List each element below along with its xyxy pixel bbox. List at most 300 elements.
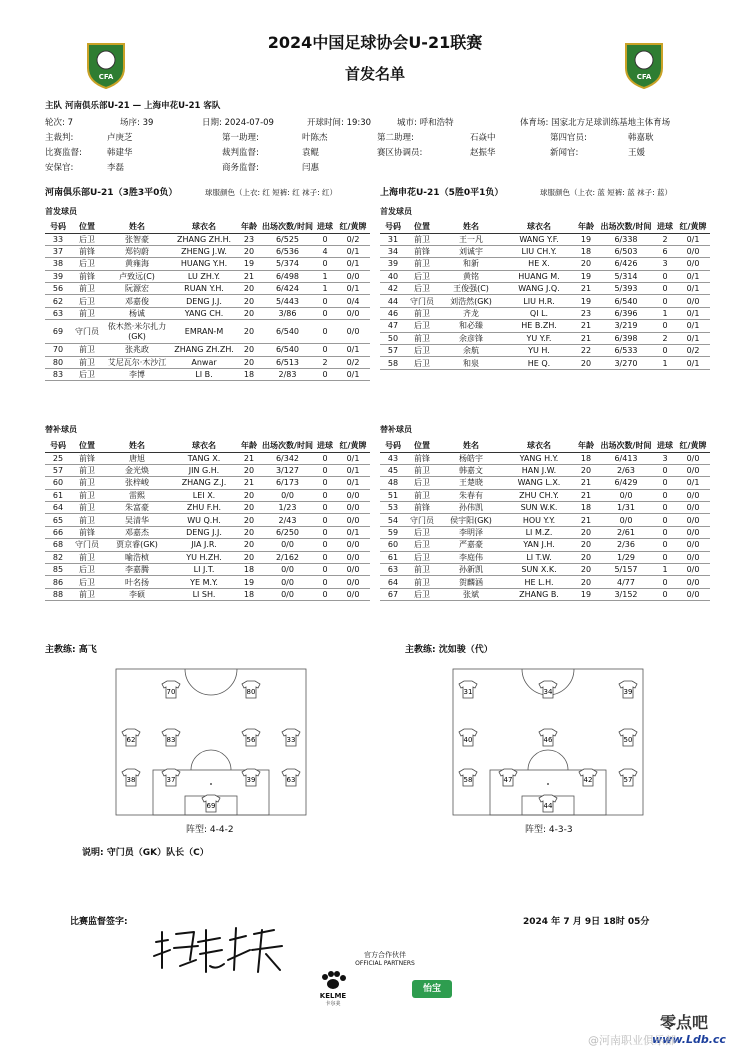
- away-formation-pitch: [452, 668, 644, 816]
- cell-shirt-name: ZHANG ZH.H.: [171, 233, 237, 245]
- officials-row-3: [45, 161, 710, 173]
- date-label: 日期: 2024-07-09: [202, 118, 274, 128]
- cell-age: 20: [574, 564, 598, 576]
- cell-cards: 0/1: [676, 283, 710, 295]
- cell-name: 张梓峻: [103, 477, 171, 489]
- cell-appearances: 6/513: [261, 356, 314, 368]
- security-label: 安保官:: [45, 163, 74, 173]
- kelme-logo: [310, 992, 356, 1007]
- cell-number: 37: [45, 245, 71, 257]
- cell-number: 46: [380, 307, 406, 319]
- cell-cards: 0/0: [676, 539, 710, 551]
- cell-age: 21: [237, 477, 261, 489]
- cell-goals: 0: [654, 551, 676, 563]
- table-row: [45, 233, 370, 245]
- cell-goals: 0: [654, 283, 676, 295]
- cell-name: 贾京睿(GK): [103, 539, 171, 551]
- cell-shirt-name: HUANG M.: [504, 270, 574, 282]
- cell-goals: 0: [314, 464, 336, 476]
- player-number: 80: [246, 688, 256, 696]
- cell-number: 50: [380, 332, 406, 344]
- cell-shirt-name: LI SH.: [171, 588, 237, 600]
- player-shirt-icon: [122, 769, 140, 786]
- home-away-label: 主队 河南俱乐部U-21 — 上海申花U-21 客队: [45, 101, 221, 111]
- cell-goals: 0: [314, 477, 336, 489]
- cell-number: 54: [380, 514, 406, 526]
- cell-name: 朱春有: [438, 489, 504, 501]
- press-officer-label: 新闻官:: [550, 148, 579, 158]
- cell-number: 70: [45, 344, 71, 356]
- cell-cards: 0/0: [676, 564, 710, 576]
- cell-name: 张兆政: [103, 344, 171, 356]
- table-row: [45, 502, 370, 514]
- fourth-official-name: 韩嘉耿: [628, 133, 654, 143]
- cell-number: 63: [45, 307, 71, 319]
- supervisor-label: 比赛监督:: [45, 148, 82, 158]
- cell-cards: 0/0: [676, 514, 710, 526]
- cell-shirt-name: Anwar: [171, 356, 237, 368]
- table-row: [45, 295, 370, 307]
- cell-position: 后卫: [71, 258, 103, 270]
- cell-age: 18: [574, 245, 598, 257]
- cell-goals: 0: [654, 588, 676, 600]
- home-starters-table: [45, 221, 370, 381]
- cell-position: 守门员: [71, 320, 103, 344]
- cell-appearances: 3/219: [598, 320, 654, 332]
- cell-cards: 0/1: [676, 307, 710, 319]
- cell-shirt-name: ZHENG J.W.: [171, 245, 237, 257]
- col-header-appearances: 出场次数/时间: [598, 440, 654, 452]
- cell-position: 后卫: [71, 233, 103, 245]
- table-row: [45, 258, 370, 270]
- cell-name: 和新: [438, 258, 504, 270]
- cell-cards: 0/2: [676, 345, 710, 357]
- cell-shirt-name: HE B.ZH.: [504, 320, 574, 332]
- cell-appearances: 0/0: [261, 564, 314, 576]
- player-number: 69: [206, 802, 216, 810]
- player-shirt-icon: [282, 769, 300, 786]
- cell-shirt-name: DENG J.J.: [171, 295, 237, 307]
- home-team-name: 河南俱乐部U-21（3胜3平0负）: [45, 188, 178, 198]
- cell-age: 20: [237, 356, 261, 368]
- cell-name: 李博: [103, 369, 171, 381]
- supervisor-signature-image: [150, 920, 290, 982]
- cell-number: 58: [380, 357, 406, 369]
- cell-goals: 0: [314, 551, 336, 563]
- cell-appearances: 6/342: [261, 452, 314, 464]
- cell-appearances: 6/540: [598, 295, 654, 307]
- player-number: 37: [166, 776, 176, 784]
- table-row: [45, 356, 370, 368]
- cell-shirt-name: LEI X.: [171, 489, 237, 501]
- officials-row-1: [45, 131, 710, 143]
- cell-age: 22: [574, 345, 598, 357]
- table-row: [380, 258, 710, 270]
- cell-cards: 0/1: [676, 270, 710, 282]
- cell-age: 20: [237, 489, 261, 501]
- cell-goals: 0: [314, 307, 336, 319]
- cell-name: 李庭伟: [438, 551, 504, 563]
- cell-appearances: 6/498: [261, 270, 314, 282]
- table-row: [45, 526, 370, 538]
- cell-number: 44: [380, 295, 406, 307]
- cell-cards: 0/0: [336, 307, 370, 319]
- cell-number: 64: [380, 576, 406, 588]
- cell-goals: 3: [654, 452, 676, 464]
- cell-appearances: 1/29: [598, 551, 654, 563]
- cell-age: 20: [574, 357, 598, 369]
- cell-cards: 0/1: [676, 477, 710, 489]
- col-header-shirt-name: 球衣名: [171, 221, 237, 233]
- table-row: [380, 502, 710, 514]
- cell-number: 38: [45, 258, 71, 270]
- cell-appearances: 5/314: [598, 270, 654, 282]
- player-shirt-icon: [539, 681, 557, 698]
- ar1-label: 第一助理:: [222, 133, 259, 143]
- table-row: [45, 539, 370, 551]
- cell-cards: 0/1: [336, 245, 370, 257]
- ar2-label: 第二助理:: [377, 133, 414, 143]
- cell-appearances: 2/162: [261, 551, 314, 563]
- cell-goals: 0: [314, 564, 336, 576]
- cell-cards: 0/0: [336, 588, 370, 600]
- cell-number: 88: [45, 588, 71, 600]
- cell-appearances: 5/374: [261, 258, 314, 270]
- cell-name: 侯宇阳(GK): [438, 514, 504, 526]
- watermark-url: www.Ldb.cc: [652, 1033, 726, 1046]
- cell-appearances: 6/503: [598, 245, 654, 257]
- cell-cards: 0/1: [336, 369, 370, 381]
- cell-position: 前卫: [71, 514, 103, 526]
- cell-shirt-name: LI M.Z.: [504, 526, 574, 538]
- col-header-goals: 进球: [314, 440, 336, 452]
- cell-appearances: 6/398: [598, 332, 654, 344]
- cell-age: 21: [237, 452, 261, 464]
- cell-cards: 0/0: [336, 270, 370, 282]
- cell-name: 卢致远(C): [103, 270, 171, 282]
- cell-appearances: 5/443: [261, 295, 314, 307]
- cell-position: 前卫: [71, 588, 103, 600]
- cfa-logo-icon: [622, 38, 666, 90]
- table-row: [45, 464, 370, 476]
- cell-goals: 0: [314, 452, 336, 464]
- cell-position: 前卫: [406, 332, 438, 344]
- cell-shirt-name: WANG J.Q.: [504, 283, 574, 295]
- cell-name: 贺麟涵: [438, 576, 504, 588]
- cell-position: 前卫: [71, 307, 103, 319]
- cell-number: 66: [45, 526, 71, 538]
- cell-number: 53: [380, 502, 406, 514]
- table-row: [45, 270, 370, 282]
- kickoff-label: 开球时间: 19:30: [307, 118, 372, 128]
- cell-name: 阮源宏: [103, 283, 171, 295]
- table-row: [380, 270, 710, 282]
- col-header-shirt-name: 球衣名: [504, 221, 574, 233]
- cell-position: 前卫: [71, 502, 103, 514]
- cell-cards: 0/2: [336, 356, 370, 368]
- cell-age: 19: [574, 588, 598, 600]
- cell-shirt-name: HAN J.W.: [504, 464, 574, 476]
- venue-label: 体育场: 国家北方足球训练基地主体育场: [520, 118, 671, 128]
- cell-name: 李明泽: [438, 526, 504, 538]
- player-number: 57: [623, 776, 633, 784]
- cell-position: 前锋: [71, 245, 103, 257]
- cell-age: 21: [574, 332, 598, 344]
- cell-cards: 0/2: [336, 233, 370, 245]
- cell-shirt-name: LI J.T.: [171, 564, 237, 576]
- col-header-age: 年龄: [574, 221, 598, 233]
- table-row: [380, 295, 710, 307]
- table-row: [380, 452, 710, 464]
- fourth-official-label: 第四官员:: [550, 133, 587, 143]
- cell-shirt-name: ZHANG ZH.ZH.: [171, 344, 237, 356]
- cell-goals: 0: [654, 489, 676, 501]
- cell-goals: 0: [314, 526, 336, 538]
- cell-name: 雷熙: [103, 489, 171, 501]
- cell-position: 后卫: [406, 270, 438, 282]
- partners-subtitle: OFFICIAL PARTNERS: [355, 960, 415, 967]
- cell-appearances: 6/540: [261, 320, 314, 344]
- cell-number: 61: [45, 489, 71, 501]
- cell-position: 前锋: [71, 270, 103, 282]
- player-number: 56: [246, 736, 256, 744]
- cell-position: 后卫: [406, 526, 438, 538]
- cell-age: 20: [574, 464, 598, 476]
- cell-number: 57: [380, 345, 406, 357]
- cell-name: 邓嘉杰: [103, 526, 171, 538]
- player-number: 63: [286, 776, 296, 784]
- cell-number: 61: [380, 551, 406, 563]
- table-header-row: [45, 440, 370, 452]
- table-row: [380, 526, 710, 538]
- cell-shirt-name: YANG CH.: [171, 307, 237, 319]
- cell-appearances: 3/86: [261, 307, 314, 319]
- table-row: [45, 514, 370, 526]
- partners-heading: [355, 950, 415, 967]
- cell-position: 后卫: [406, 477, 438, 489]
- cell-goals: 0: [314, 258, 336, 270]
- kelme-subtext: 卡尔美: [325, 1001, 341, 1007]
- cell-age: 21: [574, 489, 598, 501]
- col-header-name: 姓名: [438, 440, 504, 452]
- cell-cards: 0/0: [676, 502, 710, 514]
- cell-name: 孙新凯: [438, 564, 504, 576]
- cell-appearances: 6/536: [261, 245, 314, 257]
- cell-number: 69: [45, 320, 71, 344]
- cell-age: 20: [574, 551, 598, 563]
- cell-shirt-name: DENG J.J.: [171, 526, 237, 538]
- cell-shirt-name: ZHU F.H.: [171, 502, 237, 514]
- cell-goals: 2: [654, 332, 676, 344]
- table-row: [45, 564, 370, 576]
- press-officer-name: 王媛: [628, 148, 646, 158]
- cell-goals: 0: [314, 539, 336, 551]
- home-formation-label: 阵型: 4-4-2: [186, 825, 234, 835]
- table-row: [380, 357, 710, 369]
- cell-goals: 2: [654, 233, 676, 245]
- cell-name: 和必臻: [438, 320, 504, 332]
- cell-age: 20: [237, 539, 261, 551]
- player-shirt-icon: [539, 729, 557, 746]
- cell-shirt-name: HE X.: [504, 258, 574, 270]
- cell-name: 李嘉腾: [103, 564, 171, 576]
- match-teams-row: [45, 99, 710, 111]
- cell-appearances: 6/525: [261, 233, 314, 245]
- away-starters-label: 首发球员: [380, 207, 412, 216]
- cell-position: 前卫: [71, 283, 103, 295]
- cell-goals: 0: [654, 295, 676, 307]
- supervisor-name: 韩建华: [107, 148, 133, 158]
- cell-shirt-name: HE L.H.: [504, 576, 574, 588]
- player-shirt-icon: [202, 795, 220, 812]
- player-shirt-icon: [539, 795, 557, 812]
- cell-name: 李硕: [103, 588, 171, 600]
- col-header-goals: 进球: [654, 440, 676, 452]
- cell-position: 后卫: [406, 539, 438, 551]
- cell-number: 59: [380, 526, 406, 538]
- cell-age: 20: [237, 344, 261, 356]
- cell-goals: 0: [654, 539, 676, 551]
- cell-number: 25: [45, 452, 71, 464]
- cell-shirt-name: LI T.W.: [504, 551, 574, 563]
- cell-cards: 0/0: [676, 245, 710, 257]
- away-subs-table: [380, 440, 710, 601]
- home-formation-pitch: [115, 668, 307, 816]
- cell-number: 34: [380, 245, 406, 257]
- player-number: 44: [543, 802, 553, 810]
- cell-name: 依木然·米尔扎力(GK): [103, 320, 171, 344]
- cell-goals: 1: [314, 283, 336, 295]
- player-shirt-icon: [499, 769, 517, 786]
- cell-position: 前卫: [406, 233, 438, 245]
- ref-supervisor-name: 袁鲲: [302, 148, 320, 158]
- cell-shirt-name: HUANG Y.H.: [171, 258, 237, 270]
- table-row: [45, 477, 370, 489]
- cell-age: 18: [574, 502, 598, 514]
- cell-shirt-name: SUN W.K.: [504, 502, 574, 514]
- cell-goals: 0: [654, 526, 676, 538]
- cell-goals: 1: [314, 270, 336, 282]
- referee-label: 主裁判:: [45, 133, 74, 143]
- cell-appearances: 2/43: [261, 514, 314, 526]
- col-header-name: 姓名: [438, 221, 504, 233]
- cell-name: 喻浩桢: [103, 551, 171, 563]
- home-starters-label: 首发球员: [45, 207, 77, 216]
- table-row: [45, 551, 370, 563]
- cell-age: 20: [574, 539, 598, 551]
- cell-position: 后卫: [71, 369, 103, 381]
- cell-age: 21: [574, 283, 598, 295]
- table-row: [45, 576, 370, 588]
- table-row: [380, 564, 710, 576]
- table-row: [380, 345, 710, 357]
- cell-shirt-name: EMRAN-M: [171, 320, 237, 344]
- cell-shirt-name: JIN G.H.: [171, 464, 237, 476]
- cell-goals: 3: [654, 258, 676, 270]
- cell-number: 83: [45, 369, 71, 381]
- cell-position: 前卫: [71, 489, 103, 501]
- cell-number: 39: [380, 258, 406, 270]
- cell-goals: 0: [654, 270, 676, 282]
- table-row: [380, 539, 710, 551]
- cell-shirt-name: YU H.: [504, 345, 574, 357]
- cell-position: 前锋: [406, 502, 438, 514]
- cell-cards: 0/0: [676, 452, 710, 464]
- col-header-number: 号码: [380, 221, 406, 233]
- player-number: 39: [246, 776, 256, 784]
- cell-number: 60: [45, 477, 71, 489]
- cell-number: 47: [380, 320, 406, 332]
- cell-name: 余彦锋: [438, 332, 504, 344]
- cell-shirt-name: ZHANG B.: [504, 588, 574, 600]
- away-coach: 主教练: 沈如骏（代）: [405, 645, 493, 655]
- cell-appearances: 1/31: [598, 502, 654, 514]
- cell-shirt-name: YE M.Y.: [171, 576, 237, 588]
- cell-age: 19: [574, 295, 598, 307]
- table-row: [45, 283, 370, 295]
- cell-age: 20: [574, 576, 598, 588]
- referee-name: 卢庚芝: [107, 133, 133, 143]
- cell-name: 和泉: [438, 357, 504, 369]
- cell-name: 刘浩然(GK): [438, 295, 504, 307]
- cell-age: 18: [574, 452, 598, 464]
- col-header-position: 位置: [71, 440, 103, 452]
- signature-datetime: 2024 年 7 月 9日 18时 05分: [523, 917, 650, 927]
- table-row: [45, 489, 370, 501]
- cell-position: 前卫: [71, 356, 103, 368]
- cell-cards: 0/0: [336, 551, 370, 563]
- city-label: 城市: 呼和浩特: [397, 118, 454, 128]
- cell-appearances: 5/393: [598, 283, 654, 295]
- cell-age: 20: [237, 320, 261, 344]
- cell-cards: 0/0: [676, 576, 710, 588]
- cell-age: 19: [237, 576, 261, 588]
- cell-cards: 0/0: [336, 564, 370, 576]
- col-header-cards: 红/黄牌: [336, 440, 370, 452]
- cell-shirt-name: HE Q.: [504, 357, 574, 369]
- cell-appearances: 6/396: [598, 307, 654, 319]
- cell-number: 63: [380, 564, 406, 576]
- cell-shirt-name: ZHU CH.Y.: [504, 489, 574, 501]
- kelme-text: KELME: [319, 992, 347, 1000]
- cell-number: 67: [380, 588, 406, 600]
- cell-age: 20: [237, 464, 261, 476]
- cell-number: 48: [380, 477, 406, 489]
- cell-goals: 0: [654, 320, 676, 332]
- cell-appearances: 0/0: [261, 489, 314, 501]
- cell-shirt-name: TANG X.: [171, 452, 237, 464]
- cell-name: 郑钧蔚: [103, 245, 171, 257]
- player-number: 33: [286, 736, 296, 744]
- away-team-name: 上海申花U-21（5胜0平1负）: [380, 188, 504, 198]
- cell-goals: 0: [314, 489, 336, 501]
- table-row: [45, 344, 370, 356]
- col-header-appearances: 出场次数/时间: [262, 441, 313, 451]
- player-number: 62: [126, 736, 136, 744]
- kelme-paw-icon: [318, 970, 348, 990]
- cell-appearances: 4/77: [598, 576, 654, 588]
- player-number: 40: [463, 736, 473, 744]
- cell-position: 后卫: [406, 320, 438, 332]
- cell-name: 张斌: [438, 588, 504, 600]
- cell-age: 21: [237, 270, 261, 282]
- player-number: 39: [623, 688, 633, 696]
- player-shirt-icon: [459, 729, 477, 746]
- table-header-row: [380, 221, 710, 233]
- table-row: [45, 307, 370, 319]
- cell-shirt-name: ZHANG Z.J.: [171, 477, 237, 489]
- cell-age: 20: [237, 514, 261, 526]
